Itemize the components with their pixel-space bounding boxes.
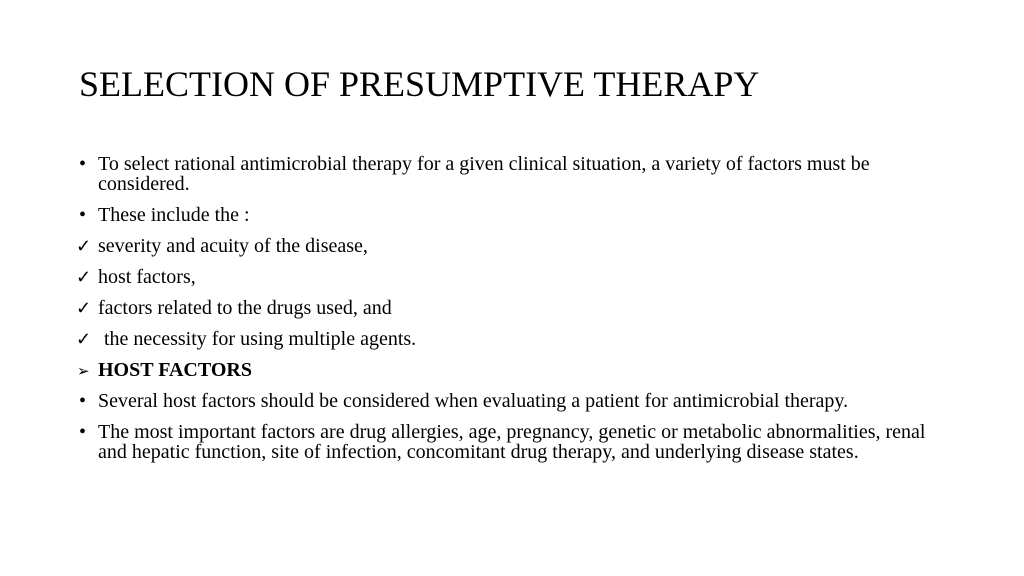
bullet-dot-icon: • — [79, 421, 87, 443]
slide-body — [76, 154, 956, 473]
bullet-item — [76, 391, 956, 411]
bullet-item — [76, 422, 956, 462]
section-heading: HOST FACTORS — [98, 359, 252, 381]
checkmark-icon: ✓ — [76, 267, 92, 287]
checkmark-icon: ✓ — [76, 236, 92, 256]
arrow-bullet-icon: ➢ — [77, 364, 90, 380]
checklist-item — [76, 267, 956, 287]
bullet-text: Several host factors should be considered when evaluating a patient for antimicrobial therapy. — [98, 390, 849, 412]
bullet-text: The most important factors are drug allergies, age, pregnancy, genetic or metabolic abnormalities, renal and hepatic function, site of infection, concomitant drug therapy, and underlying disease states. — [98, 421, 926, 463]
checklist-text: factors related to the drugs used, and — [98, 297, 392, 319]
bullet-dot-icon: • — [79, 204, 87, 226]
bullet-item — [76, 205, 956, 225]
slide-title: SELECTION OF PRESUMPTIVE THERAPY — [79, 64, 760, 104]
checklist-item — [76, 329, 956, 349]
checklist-text: the necessity for using multiple agents. — [104, 328, 417, 350]
bullet-item — [76, 154, 956, 194]
bullet-text: To select rational antimicrobial therapy for a given clinical situation, a variety of factors must be considered. — [98, 153, 870, 195]
checkmark-icon: ✓ — [76, 298, 92, 318]
checklist-text: host factors, — [98, 266, 196, 288]
checklist-item — [76, 236, 956, 256]
bullet-text: These include the : — [98, 204, 250, 226]
checklist-text: severity and acuity of the disease, — [98, 235, 368, 257]
section-heading-item — [76, 360, 956, 380]
checkmark-icon: ✓ — [76, 329, 92, 349]
bullet-dot-icon: • — [79, 390, 87, 412]
checklist-item — [76, 298, 956, 318]
bullet-dot-icon: • — [79, 153, 87, 175]
